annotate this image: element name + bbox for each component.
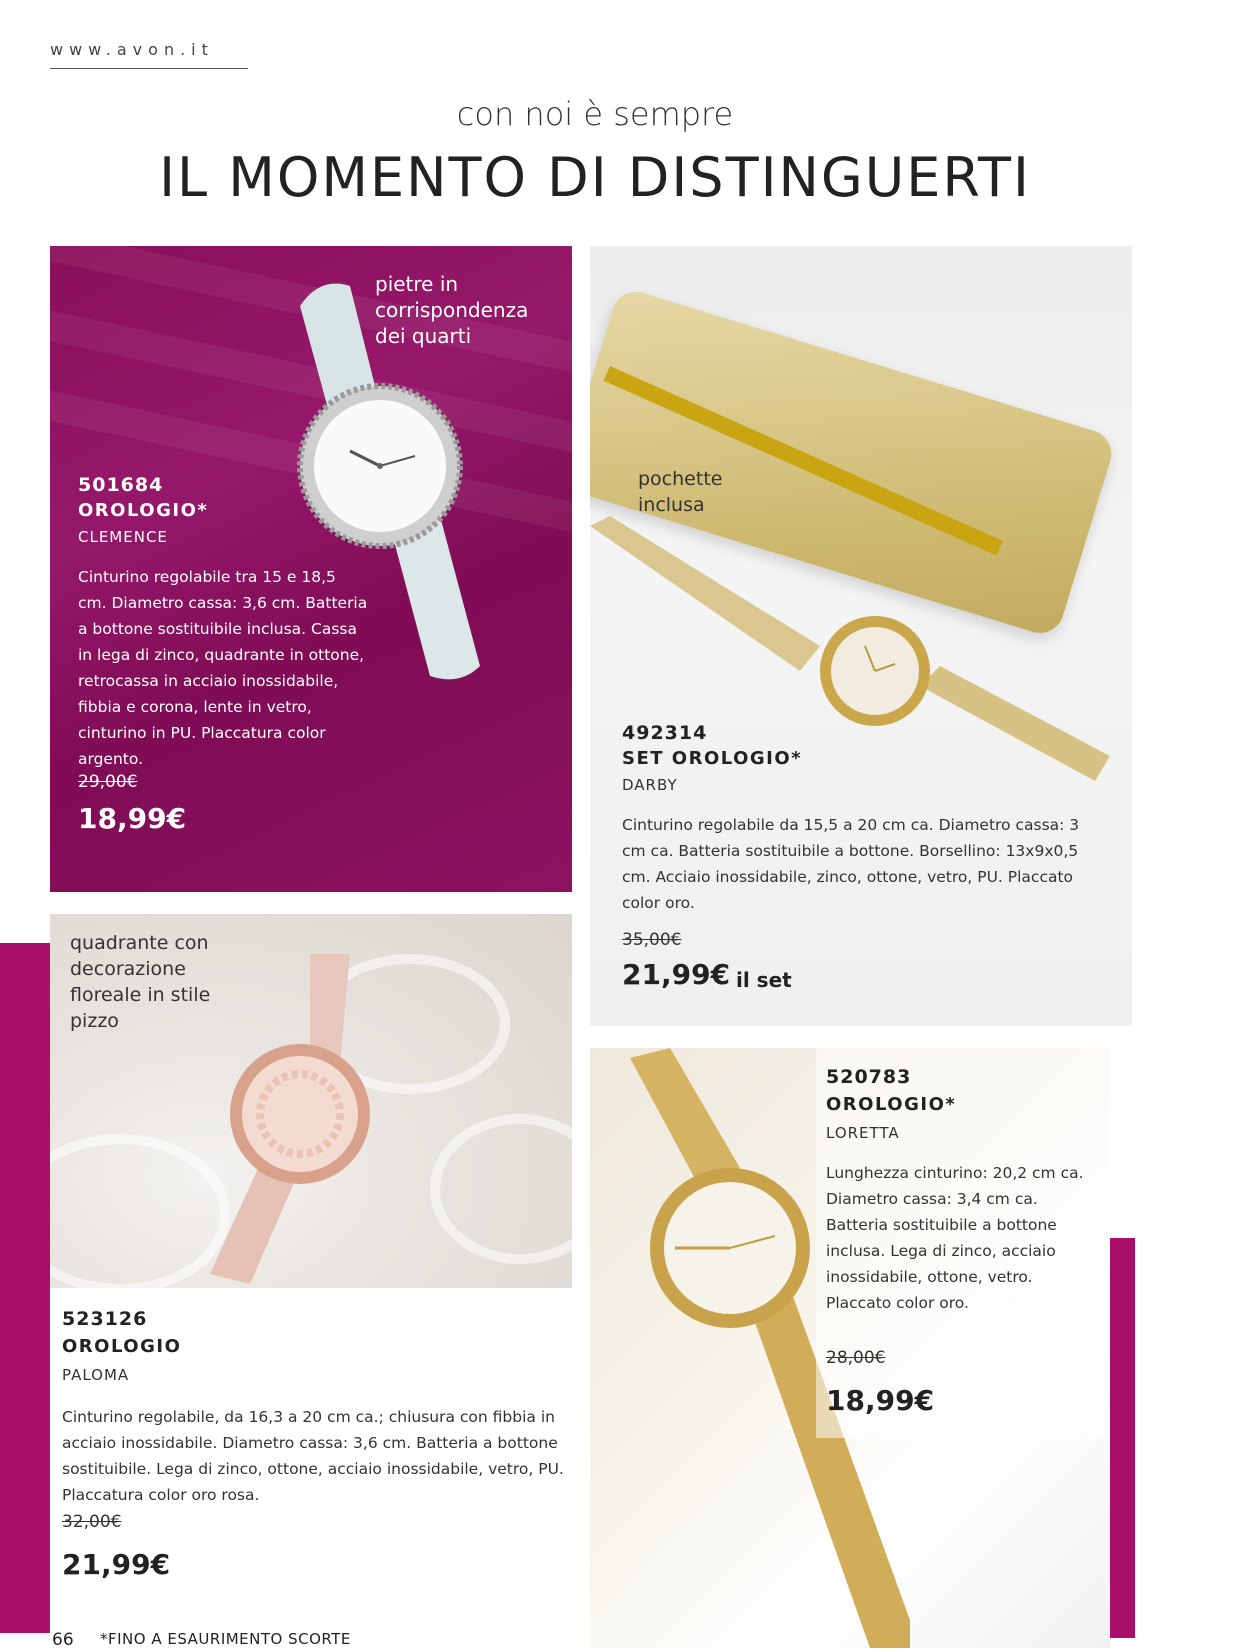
price-paloma: 21,99€ [62, 1548, 171, 1581]
old-price: 35,00€ [622, 930, 682, 950]
product-code-paloma: 523126 [62, 1308, 148, 1330]
page-number: 66 [52, 1630, 74, 1650]
product-model-loretta: LORETTA [826, 1124, 900, 1142]
product-name-paloma: OROLOGIO [62, 1336, 182, 1357]
decorative-bar-right [1110, 1238, 1135, 1638]
product-name: OROLOGIO* [78, 500, 209, 521]
page-title: IL MOMENTO DI DISTINGUERTI [159, 146, 1031, 209]
product-code: 492314 [622, 722, 708, 744]
product-model: CLEMENCE [78, 528, 168, 546]
site-url[interactable]: www.avon.it [50, 40, 214, 59]
product-card-clemence [50, 246, 572, 892]
callout-clemence: pietre in corrispondenza dei quarti [375, 272, 529, 348]
product-code: 501684 [78, 474, 164, 496]
footer-note: *FINO A ESAURIMENTO SCORTE [100, 1630, 351, 1648]
page-subtitle: con noi è sempre [456, 95, 734, 133]
callout-darby: pochette inclusa [638, 468, 723, 516]
product-code-loretta: 520783 [826, 1066, 912, 1088]
product-model: DARBY [622, 776, 678, 794]
old-price: 29,00€ [78, 772, 138, 792]
callout-paloma: quadrante con decorazione floreale in stile pizzo [70, 932, 211, 1032]
product-name-loretta: OROLOGIO* [826, 1094, 957, 1115]
product-description-loretta: Lunghezza cinturino: 20,2 cm ca. Diametro cassa: 3,4 cm ca. Batteria sostituibile a bottone inclusa. Lega di zinco, acciaio inossidabile, ottone, vetro. Placcato color oro. [826, 1164, 1084, 1312]
product-description: Cinturino regolabile tra 15 e 18,5 cm. Diametro cassa: 3,6 cm. Batteria a bottone sostituibile inclusa. Cassa in lega di zinco, quadrante in ottone, retrocassa in acciaio inossidabile, fibbia e corona, lente in vetro, cinturino in PU. Placcatura color argento. [78, 568, 368, 768]
price-suffix: il set [736, 968, 792, 992]
watch-paloma-image [50, 914, 572, 1288]
decorative-bar-left [0, 943, 50, 1633]
old-price-paloma: 32,00€ [62, 1512, 122, 1532]
price-loretta: 18,99€ [826, 1384, 935, 1417]
product-card-darby [590, 246, 1132, 1026]
product-name: SET OROLOGIO* [622, 748, 803, 769]
lace-decoration [430, 1114, 572, 1264]
product-model-paloma: PALOMA [62, 1366, 130, 1384]
site-url-underline [50, 68, 248, 69]
product-description-paloma: Cinturino regolabile, da 16,3 a 20 cm ca.; chiusura con fibbia in acciaio inossidabile. Diametro cassa: 3,6 cm. Batteria a bottone sostituibile. Lega di zinco, ottone, acciaio inossidabile, vetro, PU. Placcatura color oro rosa. [62, 1408, 564, 1504]
product-description: Cinturino regolabile da 15,5 a 20 cm ca. Diametro cassa: 3 cm ca. Batteria sostituibile a bottone. Borsellino: 13x9x0,5 cm. Acciaio inossidabile, zinco, ottone, vetro, PU. Placcato color oro. [622, 816, 1080, 912]
old-price-loretta: 28,00€ [826, 1348, 886, 1368]
price: 21,99€ [622, 958, 731, 991]
price: 18,99€ [78, 802, 187, 835]
